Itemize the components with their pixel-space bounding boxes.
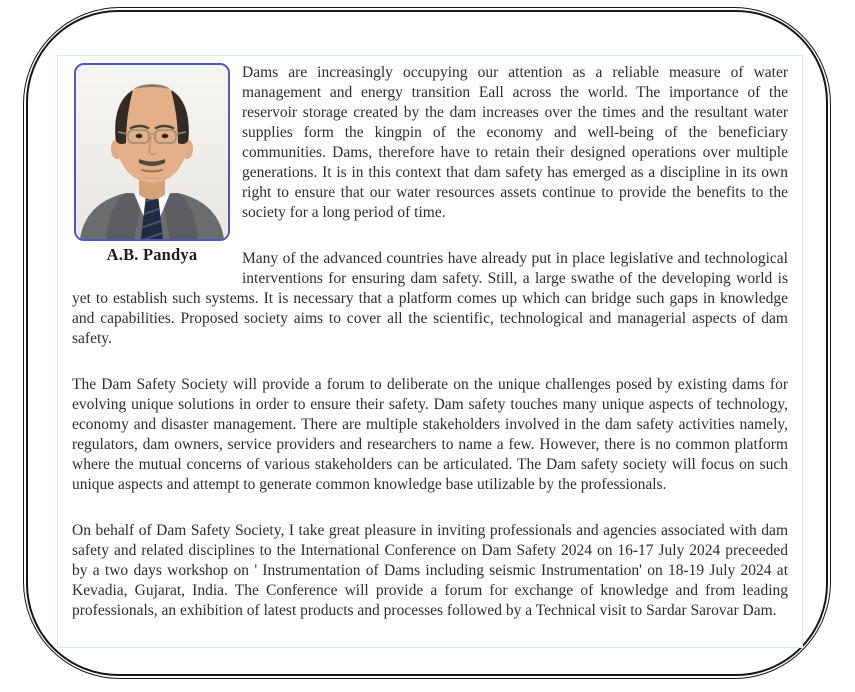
portrait-illustration (76, 65, 228, 239)
message-paragraph-1: Dams are increasingly occupying our attention as a reliable measure of water management and energy transition Eall across the world. The importance of the reservoir storage created by the dam increases over the times and the resultant water supplies form the kingpin of the economy and well-being of the beneficiary communities. Dams, therefore have to retain their designed operations over multiple generations. It is in this context that dam safety has emerged as a discipline in its own right to ensure that our water resources assets continue to provide the benefits to the society for a long period of time. (242, 64, 788, 221)
message-paragraph-2: Many of the advanced countries have already put in place legislative and technological interventions for ensuring dam safety. Still, a large swathe of the developing world is yet to establish such systems. It is necessary that a platform comes up which can bridge such gaps in knowledge and capabilities. Proposed society aims to cover all the scientific, technological and managerial aspects of dam safety. (72, 250, 788, 347)
author-portrait-photo (74, 63, 230, 241)
author-photo-figure (74, 63, 230, 265)
message-paragraph-4: On behalf of Dam Safety Society, I take great pleasure in inviting professionals and agencies associated with dam safety and related disciplines to the International Conference on Dam Safety 2024 on 16-17 July 2024 preceeded by a two days workshop on ' Instrumentation of Dams including seismic Instrumentation' on 18-19 July 2024 at Kevadia, Gujarat, India. The Conference will provide a forum for exchange of knowledge and from leading professionals, an exhibition of latest products and processes followed by a Technical visit to Sardar Sarovar Dam. (72, 522, 788, 619)
author-name-caption: A.B. Pandya (106, 245, 198, 264)
message-paragraph-3: The Dam Safety Society will provide a forum to deliberate on the unique challenges posed by existing dams for evolving unique solutions in order to ensure their safety. Dam safety touches many unique aspects of technology, economy and disaster management. There are multiple stakeholders involved in the dam safety activities namely, regulators, dam owners, service providers and researchers to name a few. However, there is no common platform where the mutual concerns of various stakeholders can be articulated. The Dam safety society will focus on such unique aspects and attempt to generate common knowledge base utilizable by the professionals. (72, 376, 788, 493)
message-body (57, 55, 803, 648)
